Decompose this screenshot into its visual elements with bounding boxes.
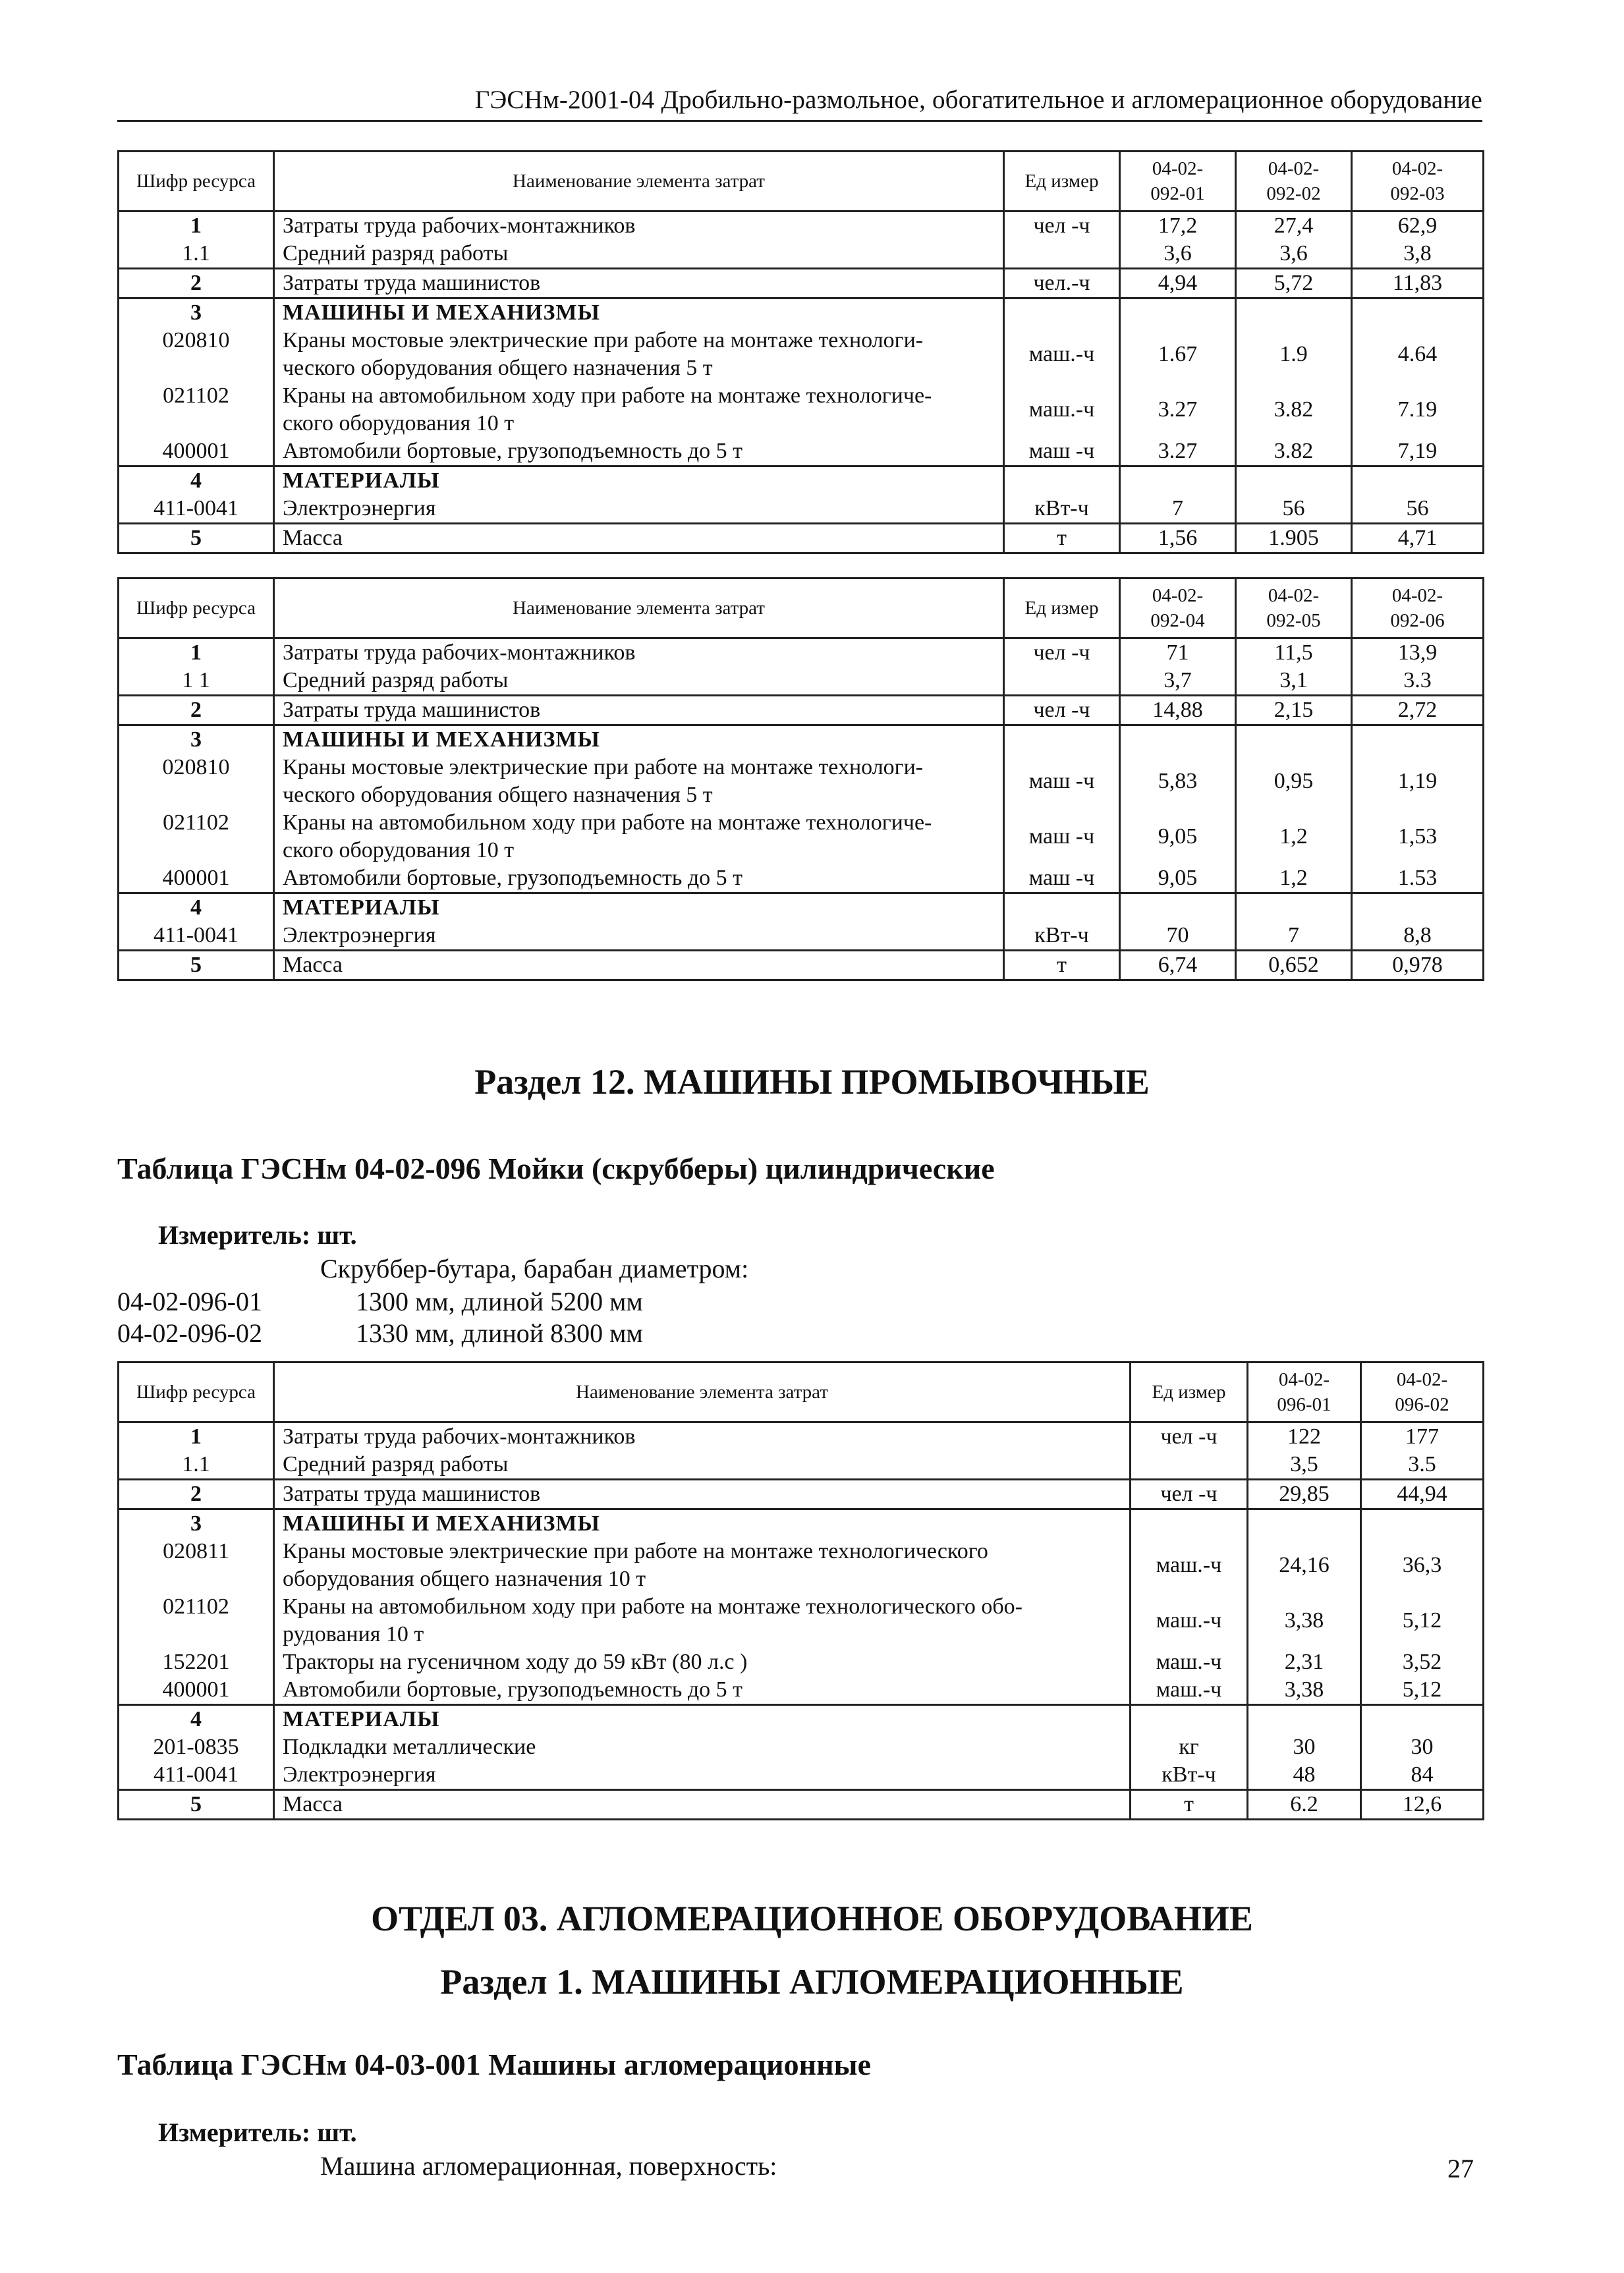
value-cell: 1.905 bbox=[1236, 524, 1352, 553]
cost-element-name-line: Автомобили бортовые, грузоподъемность до 5 т bbox=[283, 1677, 743, 1702]
table-row bbox=[119, 240, 1484, 269]
meter-label: Измеритель: bbox=[158, 2118, 311, 2147]
resource-code: 5 bbox=[119, 951, 274, 980]
cost-element-name-line: Автомобили бортовые, грузоподъемность до 5 т bbox=[283, 866, 743, 890]
resource-code: 411-0041 bbox=[119, 922, 274, 951]
unit-cell: маш.-ч bbox=[1004, 382, 1120, 437]
table-header-row bbox=[119, 1362, 1484, 1422]
cost-element-name-line: Подкладки металлические bbox=[283, 1735, 536, 1759]
column-header: Шифр ресурса bbox=[119, 152, 274, 211]
value-cell bbox=[1352, 298, 1484, 327]
unit-cell: маш -ч bbox=[1004, 864, 1120, 893]
item-code-096-02: 04-02-096-02 bbox=[117, 1318, 262, 1348]
resource-code: 020810 bbox=[119, 327, 274, 382]
cost-element-name bbox=[274, 1790, 1131, 1820]
value-cell: 6.2 bbox=[1248, 1790, 1361, 1820]
value-cell bbox=[1248, 1509, 1361, 1538]
table-row bbox=[119, 1676, 1484, 1705]
resource-code: 400001 bbox=[119, 437, 274, 466]
department-03-title: ОТДЕЛ 03. АГЛОМЕРАЦИОННОЕ ОБОРУДОВАНИЕ bbox=[371, 1899, 1253, 1938]
value-cell bbox=[1120, 725, 1236, 754]
resource-code: 4 bbox=[119, 466, 274, 495]
value-cell: 7 bbox=[1120, 495, 1236, 524]
item-code-096-01: 04-02-096-01 bbox=[117, 1287, 262, 1316]
item-text-096-01: 1300 мм, длиной 5200 мм bbox=[356, 1287, 643, 1316]
unit-cell bbox=[1004, 298, 1120, 327]
value-cell: 7.19 bbox=[1352, 382, 1484, 437]
table-row bbox=[119, 1538, 1484, 1593]
resource-code: 152201 bbox=[119, 1648, 274, 1676]
cost-element-name-line: Электроэнергия bbox=[283, 923, 436, 947]
table-row bbox=[119, 269, 1484, 298]
value-cell: 1,53 bbox=[1352, 809, 1484, 864]
value-cell: 71 bbox=[1120, 638, 1236, 667]
value-cell: 3.82 bbox=[1236, 382, 1352, 437]
column-header: Шифр ресурса bbox=[119, 578, 274, 638]
value-cell: 6,74 bbox=[1120, 951, 1236, 980]
value-cell: 3,52 bbox=[1361, 1648, 1484, 1676]
unit-cell: т bbox=[1004, 951, 1120, 980]
value-cell bbox=[1352, 466, 1484, 495]
table-row bbox=[119, 1451, 1484, 1480]
table-04-03-001-title: Таблица ГЭСНм 04-03-001 Машины агломерационные bbox=[117, 2048, 871, 2081]
value-cell: 3.3 bbox=[1352, 667, 1484, 696]
value-cell bbox=[1120, 298, 1236, 327]
value-cell: 177 bbox=[1361, 1422, 1484, 1451]
value-cell: 8,8 bbox=[1352, 922, 1484, 951]
table-row bbox=[119, 298, 1484, 327]
unit-cell bbox=[1131, 1705, 1248, 1734]
value-cell: 1,2 bbox=[1236, 864, 1352, 893]
value-cell: 3.27 bbox=[1120, 437, 1236, 466]
cost-element-name-line: Масса bbox=[283, 953, 343, 977]
resource-code: 2 bbox=[119, 269, 274, 298]
cost-element-name-line: Электроэнергия bbox=[283, 496, 436, 520]
table-04-02-096-title: Таблица ГЭСНм 04-02-096 Мойки (скрубберы) цилиндрические bbox=[117, 1152, 995, 1185]
column-header: Ед измер bbox=[1131, 1362, 1248, 1422]
resource-code: 020811 bbox=[119, 1538, 274, 1593]
column-header: 04-02- 096-02 bbox=[1361, 1362, 1484, 1422]
table-row bbox=[119, 951, 1484, 980]
value-cell: 3.82 bbox=[1236, 437, 1352, 466]
value-cell bbox=[1236, 893, 1352, 922]
cost-element-name bbox=[274, 864, 1004, 893]
table-row bbox=[119, 466, 1484, 495]
value-cell bbox=[1236, 466, 1352, 495]
value-cell: 5,12 bbox=[1361, 1593, 1484, 1648]
cost-element-name-line: Средний разряд работы bbox=[283, 1452, 509, 1476]
cost-element-name-line: ческого оборудования общего назначения 5 т bbox=[283, 783, 713, 807]
meter-label: Измеритель: bbox=[158, 1220, 311, 1250]
value-cell: 27,4 bbox=[1236, 211, 1352, 240]
table-row bbox=[119, 864, 1484, 893]
resource-code: 1 bbox=[119, 638, 274, 667]
value-cell: 1,56 bbox=[1120, 524, 1236, 553]
cost-element-name-line: ского оборудования 10 т bbox=[283, 838, 515, 862]
unit-cell: кВт-ч bbox=[1131, 1761, 1248, 1790]
cost-element-name-line: Затраты труда машинистов bbox=[283, 1482, 541, 1506]
resource-code: 3 bbox=[119, 1509, 274, 1538]
value-cell: 7 bbox=[1236, 922, 1352, 951]
column-header: 04-02- 092-02 bbox=[1236, 152, 1352, 211]
value-cell: 3,1 bbox=[1236, 667, 1352, 696]
cost-element-name bbox=[274, 638, 1004, 667]
meter-value: шт. bbox=[317, 2118, 357, 2147]
table-row bbox=[119, 1648, 1484, 1676]
table-row bbox=[119, 437, 1484, 466]
value-cell: 70 bbox=[1120, 922, 1236, 951]
column-header: Ед измер bbox=[1004, 152, 1120, 211]
value-cell: 13,9 bbox=[1352, 638, 1484, 667]
value-cell: 2,31 bbox=[1248, 1648, 1361, 1676]
resource-code: 2 bbox=[119, 1480, 274, 1509]
cost-element-name-line: Краны мостовые электрические при работе на монтаже технологического bbox=[283, 1539, 988, 1563]
unit-cell: чел.-ч bbox=[1004, 269, 1120, 298]
cost-element-name bbox=[274, 327, 1004, 382]
value-cell: 3,6 bbox=[1236, 240, 1352, 269]
value-cell: 56 bbox=[1352, 495, 1484, 524]
cost-element-name bbox=[274, 725, 1004, 754]
resource-code: 5 bbox=[119, 1790, 274, 1820]
item-text-096-02: 1330 мм, длиной 8300 мм bbox=[356, 1318, 643, 1348]
cost-element-name-line: Затраты труда рабочих-монтажников bbox=[283, 213, 636, 238]
cost-element-name bbox=[274, 951, 1004, 980]
meter-line-03-001 bbox=[158, 2116, 357, 2149]
unit-cell: маш.-ч bbox=[1131, 1648, 1248, 1676]
page-number: 27 bbox=[1447, 2154, 1474, 2183]
unit-cell bbox=[1131, 1509, 1248, 1538]
cost-element-name bbox=[274, 524, 1004, 553]
value-cell: 24,16 bbox=[1248, 1538, 1361, 1593]
unit-cell: маш -ч bbox=[1004, 437, 1120, 466]
table-row bbox=[119, 725, 1484, 754]
cost-element-name-line: Затраты труда рабочих-монтажников bbox=[283, 1424, 636, 1449]
value-cell: 11,5 bbox=[1236, 638, 1352, 667]
value-cell: 3,38 bbox=[1248, 1676, 1361, 1705]
resource-table-092-01-03 bbox=[117, 150, 1484, 554]
resource-code: 201-0835 bbox=[119, 1733, 274, 1761]
cost-element-name-line: оборудования общего назначения 10 т bbox=[283, 1567, 646, 1591]
value-cell: 62,9 bbox=[1352, 211, 1484, 240]
resource-code: 021102 bbox=[119, 809, 274, 864]
resource-code: 1 1 bbox=[119, 667, 274, 696]
resource-code: 1 bbox=[119, 211, 274, 240]
cost-element-name bbox=[274, 1538, 1131, 1593]
unit-cell: чел -ч bbox=[1131, 1480, 1248, 1509]
value-cell: 7,19 bbox=[1352, 437, 1484, 466]
cost-element-name bbox=[274, 1422, 1131, 1451]
column-header: Наименование элемента затрат bbox=[274, 152, 1004, 211]
cost-element-name bbox=[274, 1593, 1131, 1648]
unit-cell: маш -ч bbox=[1004, 809, 1120, 864]
resource-table-092-04-06 bbox=[117, 577, 1484, 981]
column-header: 04-02- 092-05 bbox=[1236, 578, 1352, 638]
unit-cell bbox=[1004, 466, 1120, 495]
table-row bbox=[119, 524, 1484, 553]
table-row bbox=[119, 1422, 1484, 1451]
value-cell: 1,19 bbox=[1352, 754, 1484, 809]
table-row bbox=[119, 1790, 1484, 1820]
unit-cell bbox=[1004, 240, 1120, 269]
unit-cell bbox=[1004, 667, 1120, 696]
unit-cell: кВт-ч bbox=[1004, 922, 1120, 951]
cost-element-name-line: Средний разряд работы bbox=[283, 241, 509, 266]
value-cell bbox=[1120, 893, 1236, 922]
resource-code: 4 bbox=[119, 1705, 274, 1734]
value-cell: 1.67 bbox=[1120, 327, 1236, 382]
resource-code: 021102 bbox=[119, 1593, 274, 1648]
column-header: 04-02- 096-01 bbox=[1248, 1362, 1361, 1422]
value-cell: 5,12 bbox=[1361, 1676, 1484, 1705]
cost-element-name bbox=[274, 754, 1004, 809]
table-row bbox=[119, 922, 1484, 951]
cost-element-name-line: Краны мостовые электрические при работе на монтаже технологи- bbox=[283, 755, 924, 779]
value-cell bbox=[1361, 1705, 1484, 1734]
cost-element-name bbox=[274, 893, 1004, 922]
cost-element-name bbox=[274, 437, 1004, 466]
cost-element-name-line: Автомобили бортовые, грузоподъемность до 5 т bbox=[283, 439, 743, 463]
cost-element-name bbox=[274, 211, 1004, 240]
cost-element-name-line: Краны мостовые электрические при работе на монтаже технологи- bbox=[283, 328, 924, 352]
resource-code: 1.1 bbox=[119, 1451, 274, 1480]
value-cell: 1,2 bbox=[1236, 809, 1352, 864]
cost-element-name-line: МАТЕРИАЛЫ bbox=[283, 895, 440, 920]
cost-element-name-line: Затраты труда машинистов bbox=[283, 698, 541, 722]
resource-code: 3 bbox=[119, 725, 274, 754]
table-row bbox=[119, 638, 1484, 667]
value-cell: 3,5 bbox=[1248, 1451, 1361, 1480]
cost-element-name bbox=[274, 1705, 1131, 1734]
value-cell: 36,3 bbox=[1361, 1538, 1484, 1593]
unit-cell: чел -ч bbox=[1131, 1422, 1248, 1451]
cost-element-name bbox=[274, 466, 1004, 495]
cost-element-name-line: Краны на автомобильном ходу при работе на монтаже технологиче- bbox=[283, 383, 932, 408]
unit-cell bbox=[1004, 725, 1120, 754]
value-cell: 122 bbox=[1248, 1422, 1361, 1451]
value-cell bbox=[1352, 893, 1484, 922]
cost-element-name-line: ческого оборудования общего назначения 5 т bbox=[283, 356, 713, 380]
cost-element-name bbox=[274, 240, 1004, 269]
column-header: 04-02- 092-04 bbox=[1120, 578, 1236, 638]
column-header: Ед измер bbox=[1004, 578, 1120, 638]
value-cell: 3.27 bbox=[1120, 382, 1236, 437]
value-cell: 1.53 bbox=[1352, 864, 1484, 893]
value-cell: 3,38 bbox=[1248, 1593, 1361, 1648]
value-cell: 4,71 bbox=[1352, 524, 1484, 553]
value-cell: 48 bbox=[1248, 1761, 1361, 1790]
value-cell: 11,83 bbox=[1352, 269, 1484, 298]
table-header-row bbox=[119, 578, 1484, 638]
unit-cell: маш -ч bbox=[1004, 754, 1120, 809]
value-cell: 56 bbox=[1236, 495, 1352, 524]
section-1-title: Раздел 1. МАШИНЫ АГЛОМЕРАЦИОННЫЕ bbox=[440, 1962, 1184, 2002]
table-row bbox=[119, 1480, 1484, 1509]
cost-element-name bbox=[274, 809, 1004, 864]
value-cell: 3,8 bbox=[1352, 240, 1484, 269]
unit-cell: маш.-ч bbox=[1004, 327, 1120, 382]
value-cell: 12,6 bbox=[1361, 1790, 1484, 1820]
meter-value: шт. bbox=[317, 1220, 357, 1250]
unit-cell: чел -ч bbox=[1004, 696, 1120, 725]
table-row bbox=[119, 1509, 1484, 1538]
value-cell: 5,72 bbox=[1236, 269, 1352, 298]
resource-code: 2 bbox=[119, 696, 274, 725]
scrubber-intro: Скруббер-бутара, барабан диаметром: bbox=[320, 1254, 749, 1283]
value-cell bbox=[1236, 298, 1352, 327]
cost-element-name-line: МАШИНЫ И МЕХАНИЗМЫ bbox=[283, 727, 600, 752]
unit-cell: кг bbox=[1131, 1733, 1248, 1761]
unit-cell: маш.-ч bbox=[1131, 1593, 1248, 1648]
value-cell: 2,15 bbox=[1236, 696, 1352, 725]
cost-element-name-line: Электроэнергия bbox=[283, 1762, 436, 1787]
resource-code: 1.1 bbox=[119, 240, 274, 269]
value-cell bbox=[1120, 466, 1236, 495]
value-cell: 5,83 bbox=[1120, 754, 1236, 809]
cost-element-name bbox=[274, 382, 1004, 437]
cost-element-name-line: рудования 10 т bbox=[283, 1622, 424, 1646]
resource-code: 1 bbox=[119, 1422, 274, 1451]
cost-element-name bbox=[274, 495, 1004, 524]
table-row bbox=[119, 667, 1484, 696]
column-header: Наименование элемента затрат bbox=[274, 1362, 1131, 1422]
cost-element-name-line: МАТЕРИАЛЫ bbox=[283, 468, 440, 493]
resource-code: 5 bbox=[119, 524, 274, 553]
value-cell: 1.9 bbox=[1236, 327, 1352, 382]
column-header: 04-02- 092-06 bbox=[1352, 578, 1484, 638]
cost-element-name-line: Тракторы на гусеничном ходу до 59 кВт (80 л.с ) bbox=[283, 1650, 748, 1674]
running-header: ГЭСНм-2001-04 Дробильно-размольное, обогатительное и агломерационное оборудование bbox=[117, 84, 1482, 122]
value-cell bbox=[1248, 1705, 1361, 1734]
value-cell: 30 bbox=[1361, 1733, 1484, 1761]
column-header: 04-02- 092-03 bbox=[1352, 152, 1484, 211]
cost-element-name bbox=[274, 1509, 1131, 1538]
cost-element-name bbox=[274, 667, 1004, 696]
cost-element-name bbox=[274, 1451, 1131, 1480]
resource-code: 400001 bbox=[119, 1676, 274, 1705]
cost-element-name bbox=[274, 696, 1004, 725]
value-cell: 3.5 bbox=[1361, 1451, 1484, 1480]
value-cell: 29,85 bbox=[1248, 1480, 1361, 1509]
table-row bbox=[119, 1705, 1484, 1734]
column-header: Шифр ресурса bbox=[119, 1362, 274, 1422]
section-12-title: Раздел 12. МАШИНЫ ПРОМЫВОЧНЫЕ bbox=[474, 1062, 1150, 1102]
value-cell: 0,978 bbox=[1352, 951, 1484, 980]
value-cell: 9,05 bbox=[1120, 864, 1236, 893]
cost-element-name-line: Масса bbox=[283, 1792, 343, 1816]
value-cell bbox=[1361, 1509, 1484, 1538]
column-header: Наименование элемента затрат bbox=[274, 578, 1004, 638]
table-row bbox=[119, 809, 1484, 864]
cost-element-name-line: МАШИНЫ И МЕХАНИЗМЫ bbox=[283, 1511, 600, 1536]
resource-code: 021102 bbox=[119, 382, 274, 437]
resource-code: 3 bbox=[119, 298, 274, 327]
table-row bbox=[119, 211, 1484, 240]
value-cell: 44,94 bbox=[1361, 1480, 1484, 1509]
agglomeration-intro: Машина агломерационная, поверхность: bbox=[320, 2151, 777, 2181]
value-cell: 30 bbox=[1248, 1733, 1361, 1761]
table-row bbox=[119, 893, 1484, 922]
table-row bbox=[119, 495, 1484, 524]
value-cell bbox=[1236, 725, 1352, 754]
value-cell: 9,05 bbox=[1120, 809, 1236, 864]
table-row bbox=[119, 1733, 1484, 1761]
value-cell: 84 bbox=[1361, 1761, 1484, 1790]
unit-cell: маш.-ч bbox=[1131, 1676, 1248, 1705]
unit-cell: кВт-ч bbox=[1004, 495, 1120, 524]
resource-table-096 bbox=[117, 1361, 1484, 1820]
resource-code: 411-0041 bbox=[119, 495, 274, 524]
resource-code: 400001 bbox=[119, 864, 274, 893]
value-cell: 0,652 bbox=[1236, 951, 1352, 980]
cost-element-name-line: ского оборудования 10 т bbox=[283, 411, 515, 435]
cost-element-name bbox=[274, 1648, 1131, 1676]
resource-code: 4 bbox=[119, 893, 274, 922]
cost-element-name bbox=[274, 269, 1004, 298]
unit-cell: чел -ч bbox=[1004, 211, 1120, 240]
cost-element-name-line: МАТЕРИАЛЫ bbox=[283, 1707, 440, 1731]
value-cell: 17,2 bbox=[1120, 211, 1236, 240]
unit-cell: т bbox=[1131, 1790, 1248, 1820]
cost-element-name bbox=[274, 922, 1004, 951]
cost-element-name-line: Масса bbox=[283, 526, 343, 550]
column-header: 04-02- 092-01 bbox=[1120, 152, 1236, 211]
unit-cell: чел -ч bbox=[1004, 638, 1120, 667]
value-cell: 4.64 bbox=[1352, 327, 1484, 382]
cost-element-name bbox=[274, 1733, 1131, 1761]
cost-element-name-line: Краны на автомобильном ходу при работе на монтаже технологиче- bbox=[283, 810, 932, 835]
resource-code: 411-0041 bbox=[119, 1761, 274, 1790]
value-cell bbox=[1352, 725, 1484, 754]
unit-cell: т bbox=[1004, 524, 1120, 553]
value-cell: 2,72 bbox=[1352, 696, 1484, 725]
value-cell: 3,6 bbox=[1120, 240, 1236, 269]
value-cell: 14,88 bbox=[1120, 696, 1236, 725]
table-row bbox=[119, 754, 1484, 809]
value-cell: 3,7 bbox=[1120, 667, 1236, 696]
cost-element-name-line: Затраты труда рабочих-монтажников bbox=[283, 640, 636, 665]
cost-element-name bbox=[274, 1676, 1131, 1705]
cost-element-name bbox=[274, 1480, 1131, 1509]
table-row bbox=[119, 696, 1484, 725]
value-cell: 0,95 bbox=[1236, 754, 1352, 809]
cost-element-name-line: МАШИНЫ И МЕХАНИЗМЫ bbox=[283, 300, 600, 325]
unit-cell: маш.-ч bbox=[1131, 1538, 1248, 1593]
value-cell: 4,94 bbox=[1120, 269, 1236, 298]
table-row bbox=[119, 1593, 1484, 1648]
table-header-row bbox=[119, 152, 1484, 211]
cost-element-name-line: Затраты труда машинистов bbox=[283, 271, 541, 295]
unit-cell bbox=[1131, 1451, 1248, 1480]
cost-element-name-line: Краны на автомобильном ходу при работе на монтаже технологического обо- bbox=[283, 1594, 1022, 1619]
table-row bbox=[119, 1761, 1484, 1790]
table-row bbox=[119, 382, 1484, 437]
table-row bbox=[119, 327, 1484, 382]
unit-cell bbox=[1004, 893, 1120, 922]
cost-element-name-line: Средний разряд работы bbox=[283, 668, 509, 692]
cost-element-name bbox=[274, 1761, 1131, 1790]
cost-element-name bbox=[274, 298, 1004, 327]
resource-code: 020810 bbox=[119, 754, 274, 809]
meter-line-096 bbox=[158, 1219, 357, 1252]
